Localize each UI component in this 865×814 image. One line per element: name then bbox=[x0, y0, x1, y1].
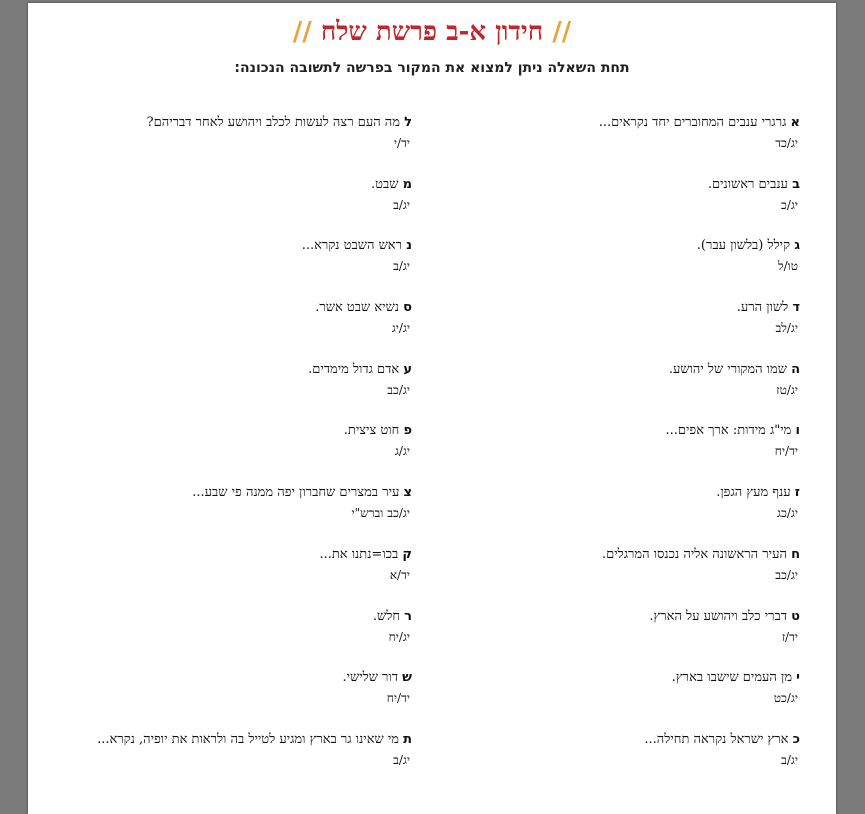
question-line bbox=[52, 483, 412, 503]
question-letter: ע bbox=[403, 361, 412, 377]
quiz-question bbox=[52, 113, 412, 175]
question-letter: ח bbox=[791, 546, 800, 562]
question-letter: ה bbox=[791, 361, 800, 377]
question-line bbox=[440, 236, 800, 256]
source-reference: יד/ז bbox=[781, 629, 798, 644]
source-reference: יג/יג bbox=[391, 321, 410, 336]
source-reference: יג/ב bbox=[393, 259, 410, 274]
question-letter: ד bbox=[792, 300, 800, 316]
source-reference: יג/כד bbox=[775, 136, 798, 150]
question-text: מי שאינו גר בארץ ומגיע לטייל בה ולראות את יופיה, נקרא... bbox=[97, 731, 399, 747]
question-text: מי"ג מידות: ארך אפים... bbox=[665, 423, 792, 439]
quiz-question bbox=[52, 175, 412, 237]
question-letter: מ bbox=[402, 176, 412, 192]
page-subtitle: תחת השאלה ניתן למצוא את המקור בפרשה לתשובה הנכונה: bbox=[234, 60, 630, 76]
question-text: שמו המקורי של יהושע. bbox=[668, 361, 787, 377]
question-text: ענף מעץ הגפן. bbox=[716, 485, 791, 501]
source-reference: יג/טז bbox=[776, 382, 798, 397]
question-letter: א bbox=[790, 115, 800, 130]
document-page bbox=[28, 3, 836, 814]
question-letter: ש bbox=[402, 670, 412, 686]
question-text: מן העמים שישבו בארץ. bbox=[671, 670, 793, 686]
quiz-question bbox=[52, 421, 412, 483]
source-reference: יג/כט bbox=[773, 691, 798, 706]
quiz-question bbox=[440, 113, 800, 175]
question-text: לשון הרע. bbox=[736, 300, 789, 316]
question-text: העיר הראשונה אליה נכנסו המרגלים. bbox=[601, 546, 787, 562]
quiz-question bbox=[52, 545, 412, 607]
question-line bbox=[52, 668, 412, 688]
question-text: ארץ ישראל נקראה תחילה... bbox=[644, 731, 789, 747]
source-reference: יד/י bbox=[393, 136, 410, 150]
question-line bbox=[52, 175, 412, 195]
question-letter: י bbox=[796, 670, 800, 686]
question-text: ענבים ראשונים. bbox=[707, 176, 788, 192]
question-letter: ו bbox=[795, 423, 800, 439]
title-decoration-left: // bbox=[292, 17, 312, 47]
question-text: דברי כלב ויהושע על הארץ. bbox=[649, 608, 788, 624]
source-reference: יג/כב bbox=[775, 567, 798, 582]
question-line bbox=[52, 113, 412, 133]
question-line bbox=[440, 175, 800, 195]
quiz-question bbox=[52, 668, 412, 730]
source-reference: יג/לב bbox=[775, 321, 798, 336]
question-letter: ז bbox=[794, 485, 800, 501]
quiz-question bbox=[52, 607, 412, 669]
question-letter: צ bbox=[403, 485, 412, 501]
questions-column-right bbox=[440, 113, 800, 792]
question-text: חלש. bbox=[372, 608, 401, 624]
quiz-question bbox=[52, 236, 412, 298]
question-line bbox=[440, 668, 800, 688]
source-reference: יג/כב וברש"י bbox=[351, 506, 410, 521]
question-text: גרגרי ענבים המחוברים יחד נקראים... bbox=[598, 115, 787, 130]
question-line bbox=[440, 421, 800, 441]
question-text: חוט ציצית. bbox=[343, 423, 400, 439]
question-text: ראש השבט נקרא... bbox=[301, 238, 402, 254]
questions-column-left bbox=[52, 113, 412, 792]
quiz-question bbox=[52, 360, 412, 422]
quiz-question bbox=[440, 607, 800, 669]
source-reference: יג/ב bbox=[781, 752, 798, 767]
source-reference: טו/ל bbox=[778, 259, 798, 274]
question-letter: נ bbox=[406, 238, 412, 254]
quiz-question bbox=[440, 236, 800, 298]
source-reference: יד/א bbox=[389, 567, 410, 582]
question-text: עיר במצרים שחברון יפה ממנה פי שבע... bbox=[192, 485, 400, 501]
source-reference: יג/ב bbox=[393, 752, 410, 767]
title-decoration-right: // bbox=[552, 17, 572, 47]
question-line bbox=[52, 421, 412, 441]
quiz-question bbox=[440, 175, 800, 237]
source-reference: יג/ב bbox=[393, 197, 410, 212]
question-text: נשיא שבט אשר. bbox=[315, 300, 400, 316]
quiz-question bbox=[440, 483, 800, 545]
question-letter: ל bbox=[404, 115, 412, 130]
question-letter: ב bbox=[792, 176, 800, 192]
quiz-question bbox=[440, 360, 800, 422]
question-line bbox=[440, 545, 800, 565]
question-text: אדם גדול מימדים. bbox=[308, 361, 400, 377]
question-letter: ר bbox=[404, 608, 412, 624]
source-reference: יג/כ bbox=[780, 197, 798, 212]
title-text: חידון א-ב פרשת שלח bbox=[320, 17, 544, 47]
question-text: דור שלישי. bbox=[342, 670, 398, 686]
quiz-question bbox=[52, 298, 412, 360]
question-line bbox=[440, 360, 800, 380]
question-line bbox=[52, 545, 412, 565]
question-letter: ת bbox=[403, 731, 412, 747]
source-reference: יג/כג bbox=[777, 506, 798, 521]
question-line bbox=[440, 298, 800, 318]
question-letter: ג bbox=[794, 238, 800, 254]
source-reference: יג/יח bbox=[388, 629, 410, 644]
source-reference: יד/יח bbox=[774, 444, 798, 459]
page-title bbox=[28, 15, 836, 49]
question-line bbox=[52, 607, 412, 627]
question-line bbox=[440, 483, 800, 503]
question-line bbox=[440, 113, 800, 133]
question-line bbox=[52, 730, 412, 750]
question-letter: ס bbox=[403, 300, 412, 316]
quiz-question bbox=[52, 483, 412, 545]
source-reference: יג/ג bbox=[394, 444, 410, 459]
quiz-question bbox=[440, 545, 800, 607]
question-line bbox=[52, 298, 412, 318]
question-letter: ק bbox=[402, 546, 412, 562]
quiz-question bbox=[440, 730, 800, 792]
source-reference: יד/יח bbox=[386, 691, 410, 706]
question-line bbox=[440, 607, 800, 627]
quiz-question bbox=[440, 421, 800, 483]
question-line bbox=[440, 730, 800, 750]
question-line bbox=[52, 236, 412, 256]
question-letter: פ bbox=[403, 423, 412, 439]
question-text: מה העם רצה לעשות לכלב ויהושע לאחר דבריהם? bbox=[146, 115, 400, 130]
quiz-question bbox=[440, 668, 800, 730]
quiz-question bbox=[52, 730, 412, 792]
quiz-question bbox=[440, 298, 800, 360]
source-reference: יג/כב bbox=[387, 382, 410, 397]
question-letter: כ bbox=[792, 731, 800, 747]
question-line bbox=[52, 360, 412, 380]
question-text: קילל (בלשון עבר). bbox=[696, 238, 791, 254]
question-text: שבט. bbox=[370, 176, 399, 192]
question-letter: ט bbox=[791, 608, 800, 624]
question-text: בכו=נתנו את... bbox=[319, 546, 399, 562]
